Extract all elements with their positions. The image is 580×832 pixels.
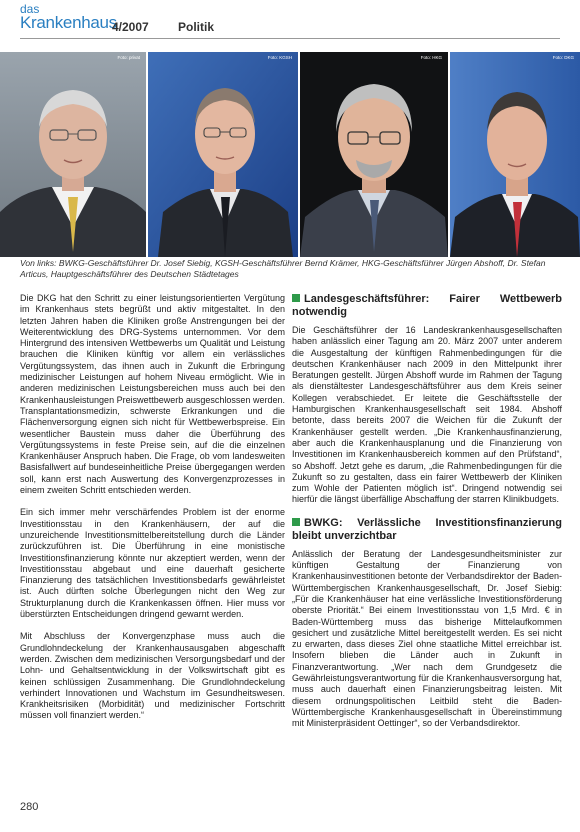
subheading-text: Landesgeschäftsführer: Fairer Wettbewerb notwendig xyxy=(292,293,562,318)
header-divider xyxy=(20,38,560,39)
portrait-photo-1 xyxy=(0,52,146,257)
left-paragraph-1: Die DKG hat den Schritt zu einer leistungsorientierten Vergütung im Krankenhaus stets begrüßt und aktiv mitgestaltet. In den letzten Jahren haben die Kliniken große Anstrengungen bei der Weiterentwicklung des DRG-Systems unternommen. Vor dem Hintergrund des intensiven Wettbewerbs um Qualität und Leistung brauchen die Kliniken künftig vor allem ein verlässliches Vergütungssystem, das ihnen auch in Zukunft die Erbringung medizinischer Leistungen auf hohem Niveau ermöglicht. Wie in anderen medizinischen Leistungsbereichen muss auch bei den Krankenhausleistungen Preiswettbewerb ausgeschlossen werden. Transplantationsmedizin, schwerste Erkrankungen und die Flächenversorgung eignen sich nicht für Wettbewerbspreise. Ein wesentlicher Baustein muss daher die Überführung des Vergütungssystems in feste Preise sein, auf die die einzelnen Krankenhäuser Anspruch haben. Die Frage, ob vom landesweiten Basisfallwert auf bundeseinheitliche Preise übergegangen werden soll, kann erst nach Auswertung des Konvergenzprozesses in einem zweiten Schritt entschieden werden. xyxy=(20,293,285,496)
right-paragraph-1: Die Geschäftsführer der 16 Landeskrankenhausgesellschaften haben anlässlich einer Tagung am 20. März 2007 unter anderem die Ausgestaltung der künftigen Rahmenbedingungen für die deutschen Krankenhäuser nach 2009 in den Mittelpunkt ihrer Beratungen gestellt. Jürgen Abshoff wurde im Rahmen der Tagung als dienstältester Landesgeschäftsführer aus dem Kreis seiner Kollegen verabschiedet. Er leitete die Geschäftsstelle der Hamburgischen Krankenhausgesellschaft seit 1984. Abshoff betonte, dass bereits 2007 die Weichen für die Zukunft der Krankenhäuser gestellt werden. „Die Krankenhausfinanzierung, aber auch die Krankenhausplanung und die Finanzierung von Investitionen im Krankenhausbereich kommen auf den Prüfstand“, so Abshoff. Jetzt gehe es darum, „die Rahmenbedingungen für die Zukunft so zu gestalten, dass ein fairer Wettbewerb der Kliniken zum Wohle der Patienten möglich ist“. Dringend notwendig sei hierfür die längst überfällige Abschaffung der starren Klinikbudgets. xyxy=(292,325,562,505)
page-header xyxy=(0,0,580,40)
portrait-photo-4 xyxy=(450,52,580,257)
photo-credit: Foto: privat xyxy=(117,55,140,60)
left-paragraph-2: Ein sich immer mehr verschärfendes Problem ist der enorme Investitionsstau in den Krankenhäusern, der auf die unzureichende Investitionsmittelbereitstellung durch die Länder zurückzuführen ist. Die Überführung in eine monistische Investitionsfinanzierung könnte nur akzeptiert werden, wenn der Investitionsstau abgebaut und eine dauerhaft gesicherte Finanzierung des tatsächlichen Investitionsbedarfs gewährleistet ist. Auch dürften solche Überlegungen nicht den Weg zur Strukturplanung durch die Krankenkassen öffnen. Hier muss vor überstürzten Entscheidungen dringend gewarnt werden. xyxy=(20,507,285,620)
portrait-3-image xyxy=(300,52,448,257)
photo-caption: Von links: BWKG-Geschäftsführer Dr. Josef Siebig, KGSH-Geschäftsführer Bernd Krämer, HKG-Geschäftsführer Jürgen Abshoff, Dr. Stefan Articus, Hauptgeschäftsführer des Deutschen Städtetages xyxy=(20,258,546,279)
right-paragraph-2: Anlässlich der Beratung der Landesgesundheitsminister zur künftigen Gestaltung der Finanzierung von Krankenhausinvestitionen betonte der Verbandsdirektor der Baden-Württembergischen Krankenhausgesellschaft, Dr. Josef Siebig: „Für die Krankenhäuser hat eine verlässliche Investitionsförderung oberste Priorität.“ Bei einem Investitionsstau von 1,5 Mrd. € in Baden-Württemberg muss das bisherige Mittelaufkommen gesichert und zusätzliche Mittel bereitgestellt werden. Es sei nicht zu erwarten, dass dieses Ziel ohne staatliche Mittel erreichbar ist. Insofern blieben die Länder auch in Zukunft in Finanzverantwortung. „Wer nach dem Grundgesetz die Gewährleistungsverantwortung für die Krankenhausversorgung hat, muss auch dauerhaft einen Finanzierungsbeitrag leisten. Mit diesem ordnungspolitischen Leitbild steht die Baden-Württembergische Krankenhausgesellschaft in Übereinstimmung mit Ministerpräsident Oettinger“, so der Verbandsdirektor. xyxy=(292,548,562,729)
portrait-photo-2 xyxy=(148,52,298,257)
issue-number: 4/2007 xyxy=(112,20,149,34)
subheading-landesgeschaeftsfuehrer xyxy=(292,293,562,319)
right-column xyxy=(292,293,562,741)
left-column xyxy=(20,293,285,733)
photo-credit: Foto: KGSH xyxy=(267,55,292,60)
subheading-bwkg xyxy=(292,517,562,543)
magazine-logo: Krankenhaus xyxy=(20,13,117,32)
portrait-photo-strip xyxy=(0,52,580,257)
portrait-photo-3 xyxy=(300,52,448,257)
portrait-2-image xyxy=(148,52,298,257)
subheading-text: BWKG: Verlässliche Investitionsfinanzierung bleibt unverzichtbar xyxy=(292,516,562,542)
green-square-bullet-icon xyxy=(292,294,300,302)
portrait-4-image xyxy=(450,52,580,257)
photo-credit: Foto: HKG xyxy=(420,55,442,60)
page-number: 280 xyxy=(20,801,39,813)
logo-small-text: das xyxy=(20,2,40,16)
green-square-bullet-icon xyxy=(292,518,300,526)
photo-credit: Foto: DKG xyxy=(552,55,574,60)
section-title: Politik xyxy=(178,20,215,34)
left-paragraph-3: Mit Abschluss der Konvergenzphase muss auch die Grundlohndeckelung der Krankenhausausgaben abgeschafft werden. Zwischen dem medizinischen Versorgungsbedarf und der Lohn- und Gehaltsentwicklung in der Volkswirtschaft gibt es keinen schlüssigen Zusammenhang. Die Grundlohndeckelung verhindert Innovationen und Wachstum im Gesundheitswesen. Krankheitsrisiken (Morbidität) und medizinischer Fortschritt müssen voll finanziert werden.“ xyxy=(20,631,285,721)
portrait-1-image xyxy=(0,52,146,257)
